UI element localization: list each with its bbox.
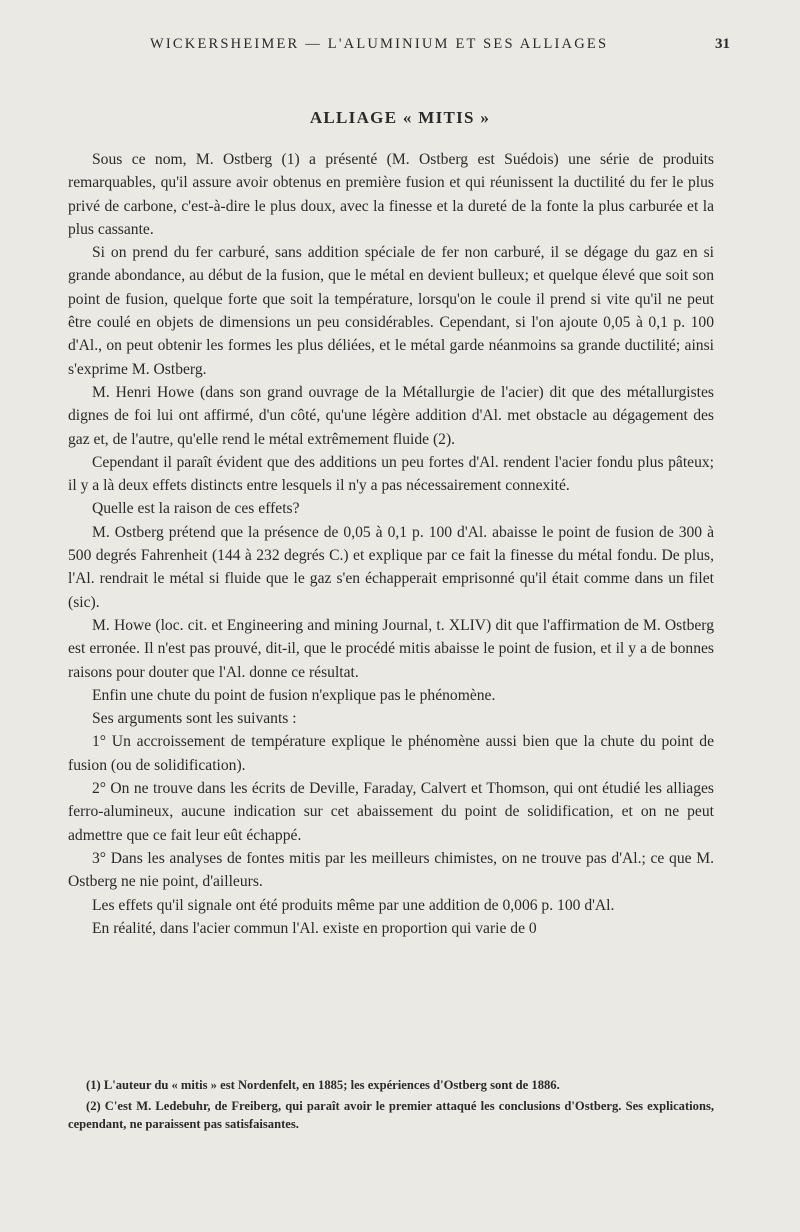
- paragraph: M. Ostberg prétend que la présence de 0,05 à 0,1 p. 100 d'Al. abaisse le point de fusion de 300 à 500 degrés Fahrenheit (144 à 232 degrés C.) et explique par ce fait la finesse du métal fondu. De plus, l'Al. rendrait le métal si fluide que le gaz s'en échapperait emprisonné qu'il était comme dans un filet (sic).: [68, 523, 714, 611]
- paragraph: Les effets qu'il signale ont été produits même par une addition de 0,006 p. 100 d'Al.: [92, 896, 615, 914]
- paragraph: Enfin une chute du point de fusion n'explique pas le phénomène.: [92, 686, 496, 704]
- paragraph: Cependant il paraît évident que des additions un peu fortes d'Al. rendent l'acier fondu plus pâteux; il y a là deux effets distincts entre lesquels il n'y a pas nécessairement connexité.: [68, 453, 714, 495]
- paragraph: 3° Dans les analyses de fontes mitis par les meilleurs chimistes, on ne trouve pas d'Al.; ce que M. Ostberg ne nie point, d'ailleurs.: [68, 849, 714, 891]
- footnote: (1) L'auteur du « mitis » est Nordenfelt, en 1885; les expériences d'Ostberg sont de 1886.: [86, 1078, 560, 1092]
- paragraph: M. Henri Howe (dans son grand ouvrage de la Métallurgie de l'acier) dit que des métallurgistes dignes de foi lui ont affirmé, d'un côté, qu'une légère addition d'Al. met obstacle au dégagement des gaz et, de l'autre, qu'elle rend le métal extrêmement fluide (2).: [68, 383, 714, 448]
- paragraph: En réalité, dans l'acier commun l'Al. existe en proportion qui varie de 0: [92, 919, 537, 937]
- paragraph: Ses arguments sont les suivants :: [92, 710, 297, 728]
- paragraph: 2° On ne trouve dans les écrits de Deville, Faraday, Calvert et Thomson, qui ont étudié les alliages ferro-alumineux, aucune indication sur cet abaissement du point de solidification, et on ne peut admettre que ce fait leur eût échappé.: [68, 780, 714, 844]
- body-text: [68, 148, 714, 940]
- footnotes: [68, 1076, 714, 1136]
- footnote: (2) C'est M. Ledebuhr, de Freiberg, qui paraît avoir le premier attaqué les conclusions d'Ostberg. Ses explications, cependant, ne paraissent pas satisfaisantes.: [68, 1099, 714, 1131]
- paragraph: 1° Un accroissement de température explique le phénomène aussi bien que la chute du point de fusion (ou de solidification).: [68, 733, 714, 774]
- paragraph: Si on prend du fer carburé, sans addition spéciale de fer non carburé, il se dégage du gaz en si grande abondance, au début de la fusion, que le métal en devient bulleux; et quelque élevé que soit son point de fusion, quelque forte que soit la température, lorsqu'on le coule il prend si vite qu'il ne peut être coulé en objets de dimensions un peu considérables. Cependant, si l'on ajoute 0,05 à 0,1 p. 100 d'Al., on peut obtenir les formes les plus déliées, et le métal garde néanmoins sa grande ductilité; ainsi s'exprime M. Ostberg.: [68, 244, 714, 378]
- paragraph: M. Howe (loc. cit. et Engineering and mining Journal, t. XLIV) dit que l'affirmation de M. Ostberg est erronée. Il n'est pas prouvé, dit-il, que le procédé mitis abaisse le point de fusion, et il y a de bonnes raisons pour douter que l'Al. donne ce résultat.: [68, 616, 714, 681]
- page-number: 31: [715, 36, 730, 52]
- running-header: WICKERSHEIMER — L'ALUMINIUM ET SES ALLIAGES: [150, 36, 609, 52]
- section-title: ALLIAGE « MITIS »: [309, 108, 491, 127]
- paragraph: Sous ce nom, M. Ostberg (1) a présenté (M. Ostberg est Suédois) une série de produits remarquables, qu'il assure avoir obtenus en première fusion et qui réunissent la ductilité du fer le plus privé de carbone, c'est-à-dire le plus doux, avec la finesse et la dureté de la fonte la plus carburée et la plus cassante.: [68, 151, 714, 238]
- paragraph: Quelle est la raison de ces effets?: [92, 500, 300, 518]
